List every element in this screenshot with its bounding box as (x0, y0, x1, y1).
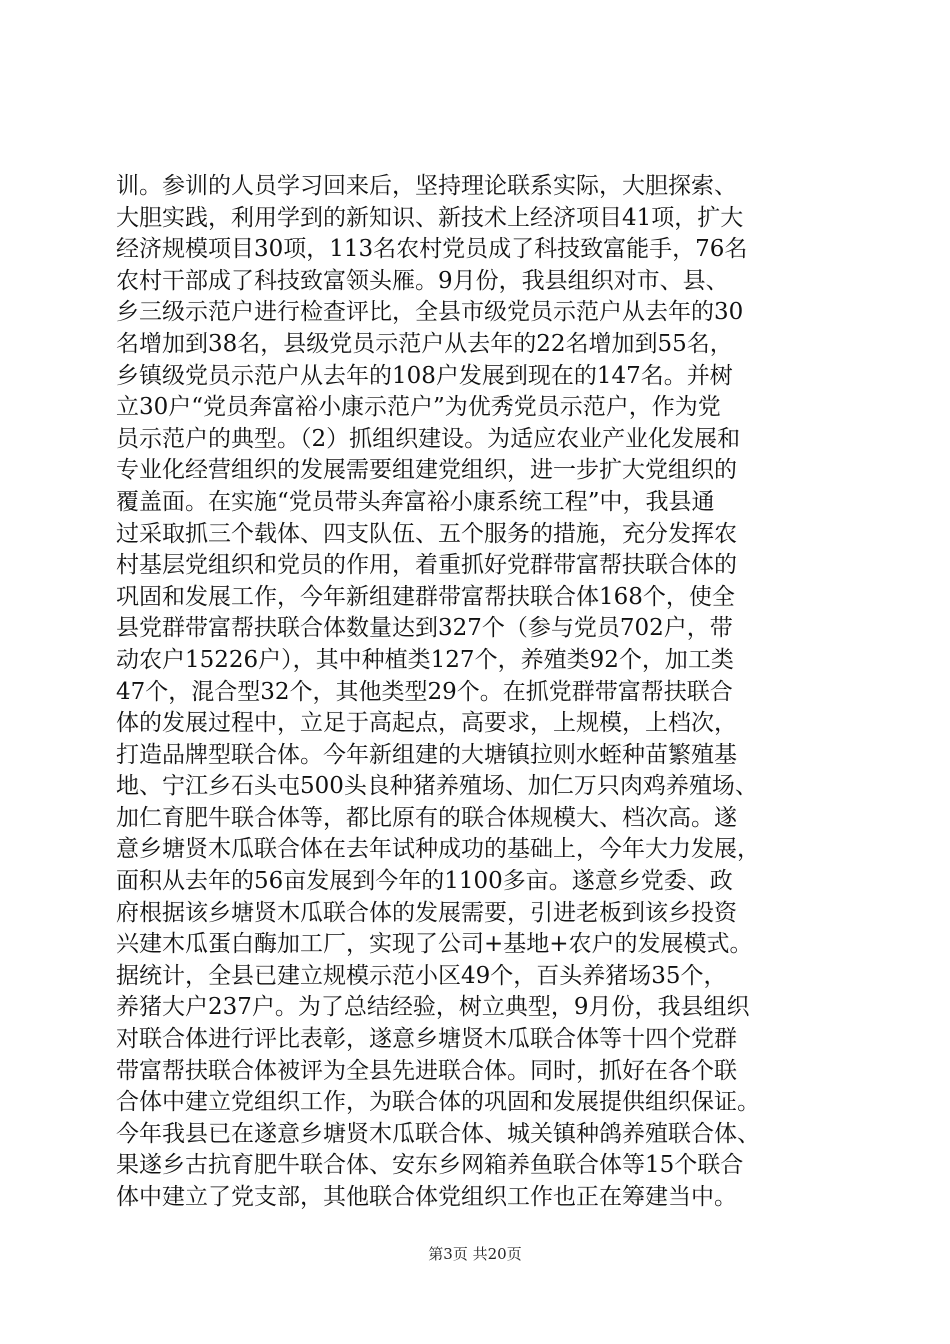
text-line: 训。参训的人员学习回来后，坚持理论联系实际，大胆探索、 (116, 173, 737, 199)
text-line: 打造品牌型联合体。今年新组建的大塘镇拉则水蛭种苗繁殖基 (116, 741, 737, 768)
text-line: 员示范户的典型。（2）抓组织建设。为适应农业产业化发展和 (116, 425, 741, 452)
text-line: 47个，混合型32个，其他类型29个。在抓党群带富帮扶联合 (116, 678, 733, 705)
text-line: 合体中建立党组织工作，为联合体的巩固和发展提供组织保证。 (116, 1089, 760, 1116)
text-line: 乡三级示范户进行检查评比，全县市级党员示范户从去年的30 (116, 299, 744, 326)
text-line: 果遂乡古抗育肥牛联合体、安东乡网箱养鱼联合体等15个联合 (116, 1152, 744, 1179)
text-line: 面积从去年的56亩发展到今年的1100多亩。遂意乡党委、政 (116, 868, 733, 895)
text-line: 大胆实践，利用学到的新知识、新技术上经济项目41项，扩大 (116, 204, 744, 231)
text-line: 地、宁江乡石头屯500头良种猪养殖场、加仁万只肉鸡养殖场、 (116, 773, 758, 800)
text-line: 乡镇级党员示范户从去年的108户发展到现在的147名。并树 (116, 362, 733, 389)
text-line: 据统计，全县已建立规模示范小区49个，百头养猪场35个， (116, 962, 727, 989)
text-line: 养猪大户237户。为了总结经验，树立典型，9月份，我县组织 (116, 994, 750, 1021)
text-line: 立30户“党员奔富裕小康示范户”为优秀党员示范户，作为党 (116, 394, 721, 421)
text-line: 对联合体进行评比表彰，遂意乡塘贤木瓜联合体等十四个党群 (116, 1026, 737, 1053)
text-line: 今年我县已在遂意乡塘贤木瓜联合体、城关镇种鸽养殖联合体、 (116, 1120, 760, 1147)
body-paragraph (116, 171, 836, 1214)
text-line: 体的发展过程中，立足于高起点，高要求，上规模，上档次， (116, 710, 737, 737)
text-line: 意乡塘贤木瓜联合体在去年试种成功的基础上，今年大力发展， (116, 836, 760, 863)
text-line: 动农户15226户），其中种植类127个，养殖类92个，加工类 (116, 646, 734, 673)
text-line: 府根据该乡塘贤木瓜联合体的发展需要，引进老板到该乡投资 (116, 899, 737, 926)
text-line: 巩固和发展工作，今年新组建群带富帮扶联合体168个，使全 (116, 583, 735, 610)
text-line: 农村干部成了科技致富领头雁。9月份，我县组织对市、县、 (116, 267, 729, 294)
text-line: 县党群带富帮扶联合体数量达到327个（参与党员702户，带 (116, 615, 733, 642)
text-line: 加仁育肥牛联合体等，都比原有的联合体规模大、档次高。遂 (116, 804, 737, 831)
text-line: 带富帮扶联合体被评为全县先进联合体。同时，抓好在各个联 (116, 1057, 737, 1084)
text-line: 经济规模项目30项，113名农村党员成了科技致富能手，76名 (116, 236, 748, 263)
text-line: 覆盖面。在实施“党员带头奔富裕小康系统工程”中，我县通 (116, 488, 715, 515)
text-line: 兴建木瓜蛋白酶加工厂，实现了公司+基地+农户的发展模式。 (116, 931, 753, 958)
text-line: 过采取抓三个载体、四支队伍、五个服务的措施，充分发挥农 (116, 520, 737, 547)
text-line: 村基层党组织和党员的作用，着重抓好党群带富帮扶联合体的 (116, 552, 737, 579)
page-footer: 第3页 共20页 (428, 1245, 522, 1263)
text-line: 体中建立了党支部，其他联合体党组织工作也正在筹建当中。 (116, 1184, 737, 1210)
text-line: 名增加到38名，县级党员示范户从去年的22名增加到55名， (116, 330, 733, 357)
text-line: 专业化经营组织的发展需要组建党组织，进一步扩大党组织的 (116, 457, 737, 484)
